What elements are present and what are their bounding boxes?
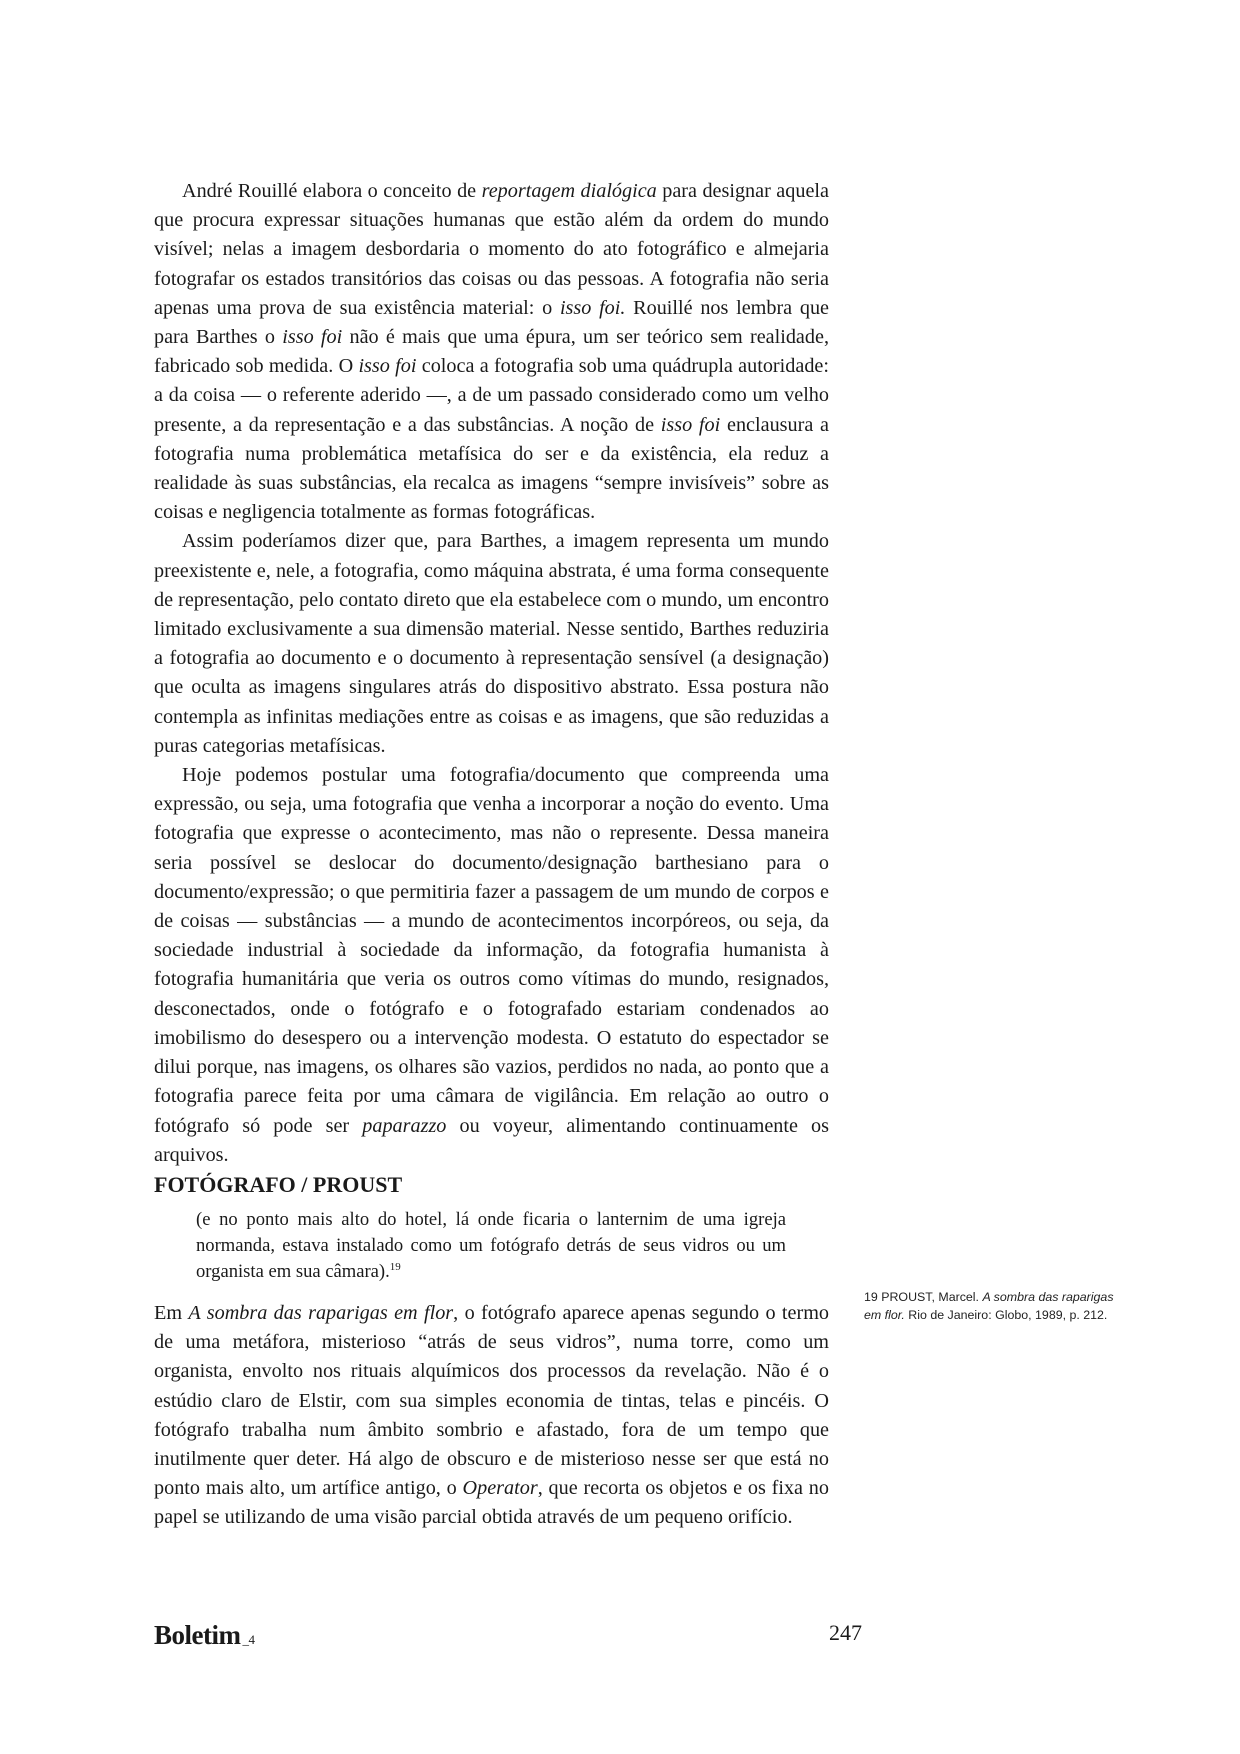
text-run: para designar aquela que procura expressar situações humanas que estão além da ordem do mundo visível; nelas a imagem desbordaria o momento do ato fotográfico e almejaria fotografar os estados transitórios das coisas ou das pessoas. A fotografia não seria apenas uma prova de sua existência material: o (154, 180, 829, 319)
italic-term: isso foi. (559, 296, 626, 319)
italic-term: isso foi (660, 413, 721, 436)
text-run: Rouillé nos lembra que para Barthes o (154, 296, 830, 349)
italic-term: isso foi (358, 355, 417, 378)
text-run: enclausura a fotografia numa problemática metafísica do ser e da existência, ela reduz a realidade às suas substâncias, ela recalca as imagens “sempre invisíveis” sobre as coisas e negligencia totalmente as formas fotográficas. (154, 413, 829, 524)
text-run: , que recorta os objetos e os fixa no papel se utilizando de uma visão parcial obtida através de um pequeno orifício. (154, 1477, 829, 1529)
main-text-column (154, 177, 829, 1533)
quote-text: (e no ponto mais alto do hotel, lá onde ficaria o lanternim de uma igreja normanda, estava instalado como um fotógrafo detrás de seus vidros ou um organista em sua câmara). (196, 1208, 786, 1282)
paragraph-2: Assim poderíamos dizer que, para Barthes, a imagem representa um mundo preexistente e, nele, a fotografia, como máquina abstrata, é uma forma consequente de representação, pelo contato direto que ela estabelece com o mundo, um encontro limitado exclusivamente a sua dimensão material. Nesse sentido, Barthes reduziria a fotografia ao documento e o documento à representação sensível (a designação) que oculta as imagens singulares atrás do dispositivo abstrato. Essa postura não contempla as infinitas mediações entre as coisas e as imagens, que são reduzidas a puras categorias metafísicas. (154, 530, 829, 757)
journal-logo (154, 1620, 254, 1651)
text-run: Hoje podemos postular uma fotografia/documento que compreenda uma expressão, ou seja, uma fotografia que venha a incorporar a noção do evento. Uma fotografia que expresse o acontecimento, mas não o represente. Dessa maneira seria possível se deslocar do documento/designação barthesiano para o documento/expressão; o que permitiria fazer a passagem de um mundo de corpos e de coisas — substâncias — a mundo de acontecimentos incorpóreos, ou seja, da sociedade industrial à sociedade da informação, da fotografia humanista à fotografia humanitária que veria os outros como vítimas do mundo, resignados, desconectados, onde o fotógrafo e o fotografado estariam condenados ao imobilismo do desespero ou a intervenção modesta. O estatuto do espectador se dilui porque, nas imagens, os olhares são vazios, perdidos no nada, ao ponto que a fotografia parece feita por uma câmara de vigilância. Em relação ao outro o fotógrafo só pode ser (154, 764, 829, 1137)
italic-term: paparazzo (362, 1114, 447, 1137)
logo-text: Boletim (154, 1620, 241, 1650)
text-run: , o fotógrafo aparece apenas segundo o termo de uma metáfora, misterioso “atrás de seus vidros”, numa torre, como um organista, envolto nos rituais alquímicos dos processos da revelação. Não é o estúdio claro de Elstir, com sua simples economia de tintas, telas e pincéis. O fotógrafo trabalha num âmbito sombrio e afastado, fora de um tempo que inutilmente quer deter. Há algo de obscuro e de misterioso nesse ser que está no ponto mais alto, um artífice antigo, o (154, 1301, 829, 1500)
text-run: André Rouillé elabora o conceito de (182, 180, 482, 202)
text-run: Em (154, 1301, 189, 1324)
footnote-reference: 19 (389, 1260, 401, 1273)
paragraph-1 (154, 177, 829, 527)
text-run: coloca a fotografia sob uma quádrupla autoridade: a da coisa — o referente aderido —, a de um passado considerado como um velho presente, a da representação e a das substâncias. A noção de (154, 355, 829, 436)
section-heading: FOTÓGRAFO / PROUST (154, 1171, 403, 1197)
footnote-19 (864, 1288, 1134, 1324)
block-quote (196, 1207, 786, 1285)
text-run: não é mais que uma épura, um ser teórico sem realidade, fabricado sob medida. O (154, 326, 829, 378)
italic-term: isso foi (282, 326, 343, 349)
italic-title: A sombra das raparigas em flor (188, 1301, 454, 1324)
footnote-text: Rio de Janeiro: Globo, 1989, p. 212. (904, 1308, 1108, 1322)
italic-term: reportagem dialógica (481, 180, 657, 202)
paragraph-3 (154, 761, 829, 1170)
text-run: ou voyeur, alimentando continuamente os arquivos. (154, 1114, 829, 1166)
footnote-text: 19 PROUST, Marcel. (864, 1290, 983, 1304)
logo-issue-number: _4 (242, 1632, 255, 1647)
page-number: 247 (829, 1620, 862, 1645)
footnote-title: A sombra das raparigas em flor. (864, 1290, 1114, 1322)
paragraph-4 (154, 1299, 829, 1533)
italic-term: Operator (462, 1477, 538, 1500)
